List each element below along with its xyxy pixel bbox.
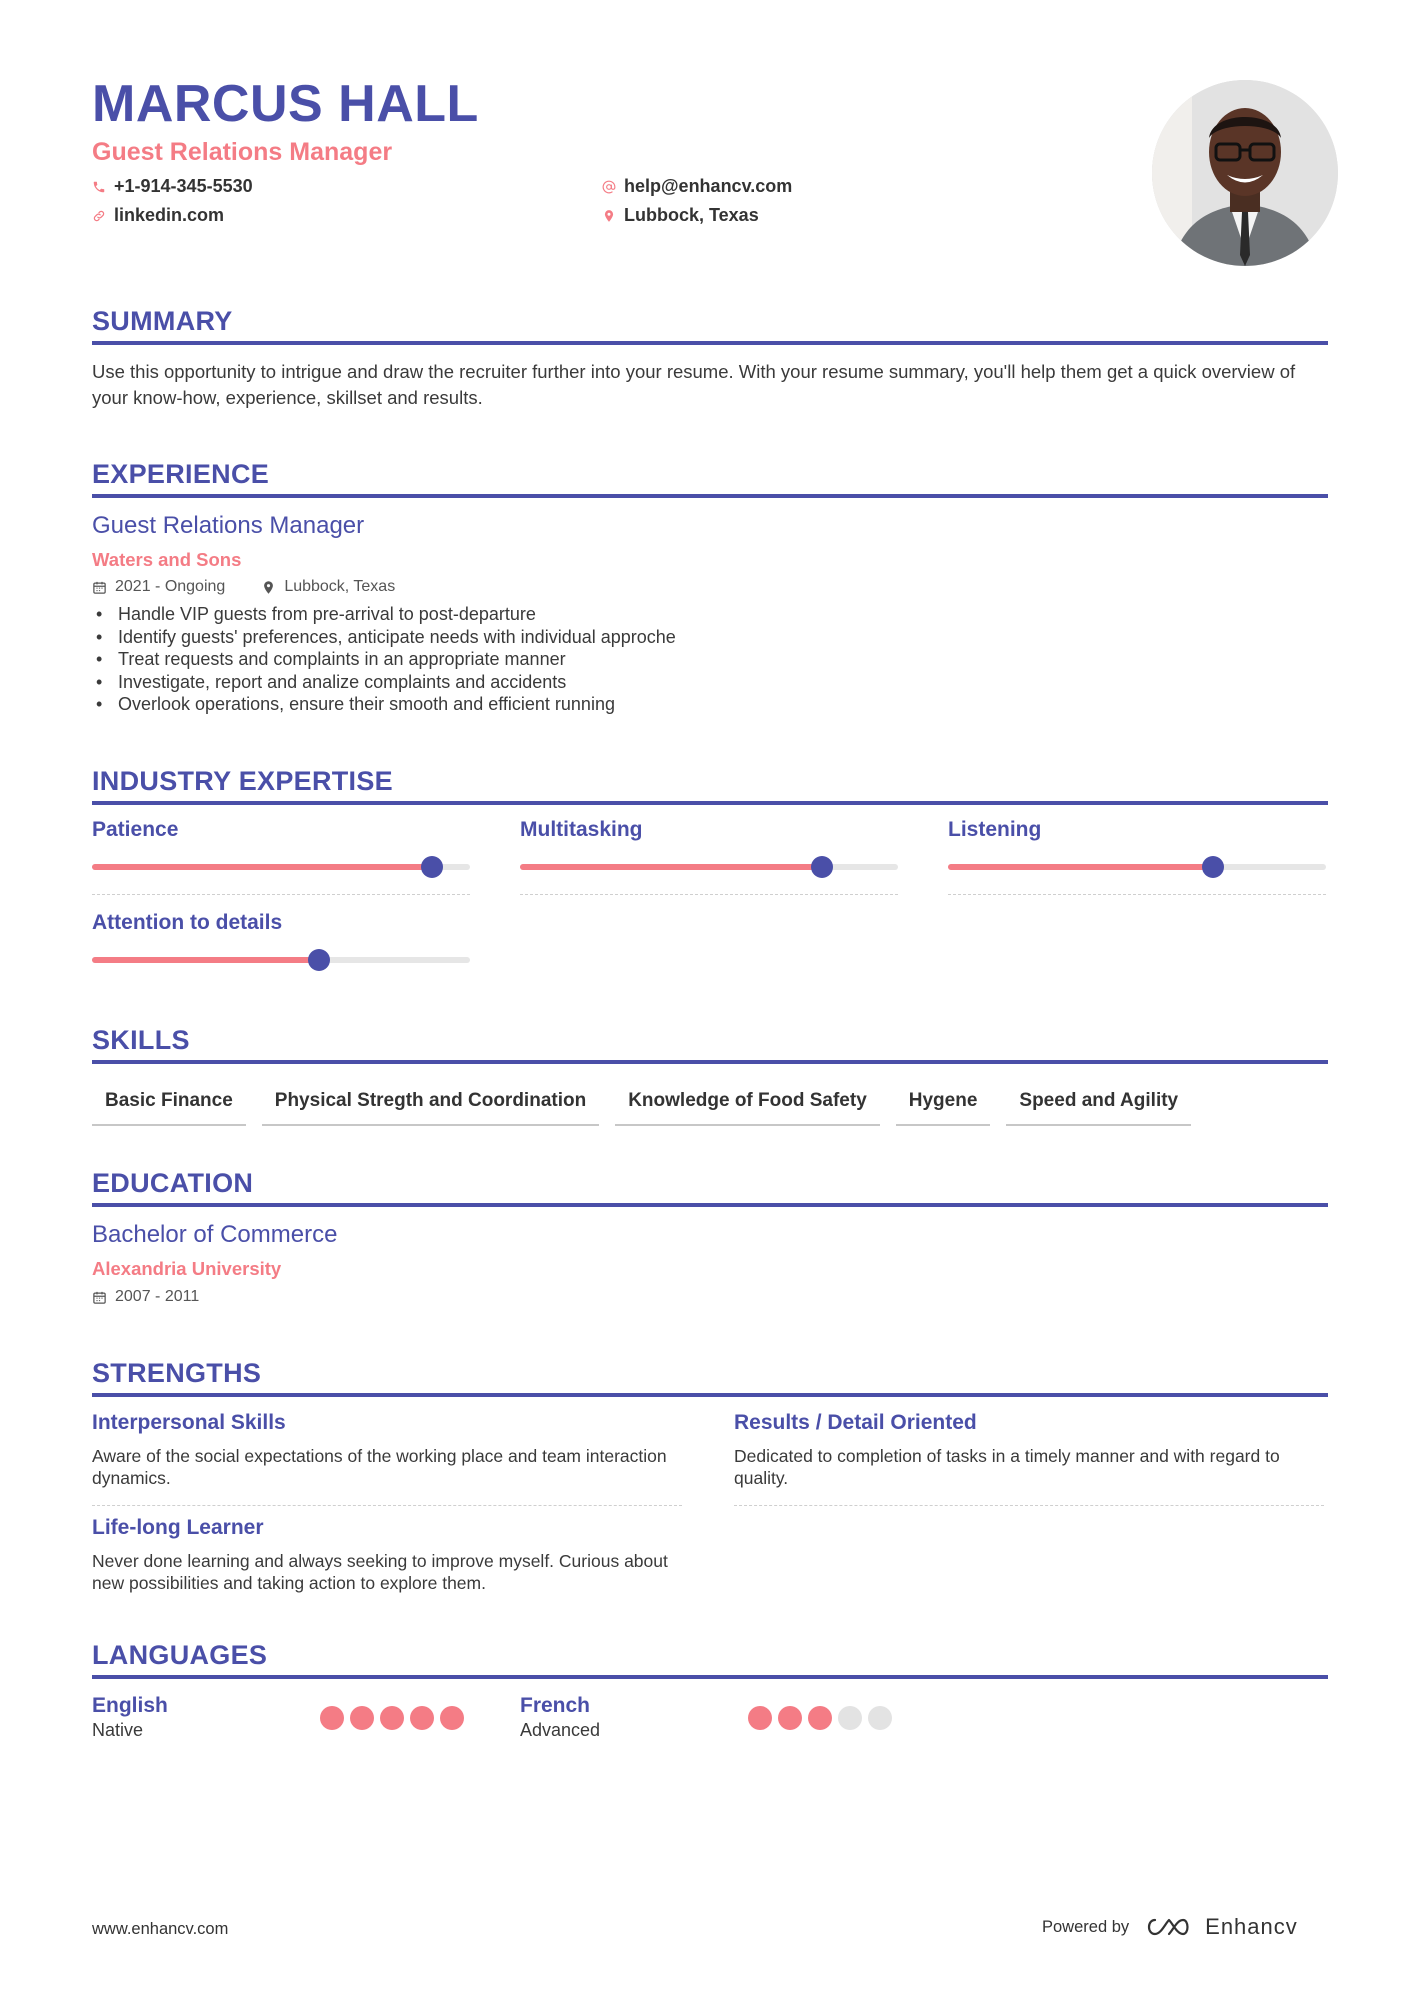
job-bullets (92, 603, 676, 716)
skill-tag: Basic Finance (92, 1084, 246, 1126)
rating-dot (350, 1706, 374, 1730)
rating-dot (778, 1706, 802, 1730)
expertise-knob (811, 856, 833, 878)
brand-name: Enhancv (1205, 1914, 1298, 1939)
expertise-knob (421, 856, 443, 878)
skill-tag: Hygene (896, 1084, 991, 1126)
expertise-item (92, 911, 470, 963)
list-item: • Treat requests and complaints in an appropriate manner (92, 648, 676, 671)
link-contact (92, 205, 224, 226)
expertise-item (520, 818, 898, 895)
list-item: • Identify guests' preferences, anticipate needs with individual approche (92, 626, 676, 649)
divider (92, 1505, 682, 1506)
school-name: Alexandria University (92, 1258, 282, 1279)
rating-dot (380, 1706, 404, 1730)
expertise-heading: INDUSTRY EXPERTISE (92, 766, 1328, 805)
company-name: Waters and Sons (92, 549, 242, 570)
link-icon (92, 209, 106, 223)
education-heading: EDUCATION (92, 1168, 1328, 1207)
divider (520, 894, 898, 895)
summary-text: Use this opportunity to intrigue and draw the recruiter further into your resume. With your resume summary, you'll help them get a quick overview of your know-how, experience, skillset and results. (92, 361, 1296, 408)
expertise-slider (520, 864, 898, 870)
enhancv-logo-icon (1143, 1916, 1191, 1938)
language-item (92, 1694, 168, 1741)
degree-title: Bachelor of Commerce (92, 1221, 338, 1248)
expertise-fill (92, 957, 319, 963)
skill-tag: Physical Stregth and Coordination (262, 1084, 599, 1126)
divider (734, 1505, 1324, 1506)
skills-list (92, 1084, 1191, 1126)
candidate-name: MARCUS HALL (92, 75, 479, 133)
footer-website[interactable]: www.enhancv.com (92, 1920, 229, 1938)
job-location: Lubbock, Texas (284, 578, 396, 595)
list-item: • Handle VIP guests from pre-arrival to post-departure (92, 603, 676, 626)
email-contact (602, 176, 792, 197)
phone-text[interactable]: +1-914-345-5530 (114, 176, 253, 196)
rating-dot (440, 1706, 464, 1730)
location-contact (602, 205, 759, 226)
rating-dot (748, 1706, 772, 1730)
location-pin-icon (261, 580, 276, 595)
list-item: • Overlook operations, ensure their smooth and efficient running (92, 693, 676, 716)
rating-dot (838, 1706, 862, 1730)
rating-dot (808, 1706, 832, 1730)
strength-item (92, 1516, 682, 1594)
language-item (520, 1694, 600, 1741)
language-rating (320, 1706, 464, 1730)
expertise-slider (948, 864, 1326, 870)
list-item: • Investigate, report and analize complaints and accidents (92, 671, 676, 694)
expertise-label: Multitasking (520, 818, 643, 841)
expertise-slider (92, 957, 470, 963)
divider (948, 894, 1326, 895)
expertise-label: Attention to details (92, 911, 283, 934)
rating-dot (410, 1706, 434, 1730)
language-level: Advanced (520, 1720, 601, 1740)
job-title: Guest Relations Manager (92, 512, 365, 539)
link-text[interactable]: linkedin.com (114, 205, 225, 225)
phone-icon (92, 180, 106, 194)
at-icon (602, 180, 616, 194)
location-text: Lubbock, Texas (624, 205, 759, 225)
rating-dot (320, 1706, 344, 1730)
language-name: French (520, 1694, 591, 1717)
strength-item (92, 1411, 682, 1506)
expertise-fill (948, 864, 1213, 870)
expertise-knob (1202, 856, 1224, 878)
divider (92, 894, 470, 895)
strength-desc: Dedicated to completion of tasks in a timely manner and with regard to quality. (734, 1446, 1280, 1488)
expertise-item (92, 818, 470, 895)
strengths-heading: STRENGTHS (92, 1358, 1328, 1397)
education-meta (92, 1288, 199, 1306)
summary-heading: SUMMARY (92, 306, 1328, 345)
language-level: Native (92, 1720, 144, 1740)
strength-title: Interpersonal Skills (92, 1411, 286, 1434)
languages-heading: LANGUAGES (92, 1640, 1328, 1679)
strength-item (734, 1411, 1324, 1506)
job-dates: 2021 - Ongoing (115, 578, 226, 595)
strength-title: Life-long Learner (92, 1516, 264, 1539)
strength-desc: Aware of the social expectations of the working place and team interaction dynamics. (92, 1446, 667, 1488)
expertise-label: Patience (92, 818, 179, 841)
location-pin-icon (602, 209, 616, 223)
expertise-item (948, 818, 1326, 895)
strength-desc: Never done learning and always seeking to improve myself. Curious about new possibilities and taking action to explore them. (92, 1551, 668, 1593)
job-meta (92, 578, 395, 596)
language-name: English (92, 1694, 168, 1717)
footer-brand (1042, 1914, 1298, 1940)
candidate-title: Guest Relations Manager (92, 138, 393, 166)
email-text[interactable]: help@enhancv.com (624, 176, 793, 196)
powered-by-text: Powered by (1042, 1917, 1130, 1936)
expertise-label: Listening (948, 818, 1042, 841)
skill-tag: Knowledge of Food Safety (615, 1084, 880, 1126)
calendar-icon (92, 1290, 107, 1305)
expertise-slider (92, 864, 470, 870)
strength-title: Results / Detail Oriented (734, 1411, 977, 1434)
rating-dot (868, 1706, 892, 1730)
skills-heading: SKILLS (92, 1025, 1328, 1064)
experience-heading: EXPERIENCE (92, 459, 1328, 498)
phone-contact (92, 176, 253, 197)
calendar-icon (92, 580, 107, 595)
resume-page (92, 0, 1328, 1995)
expertise-fill (92, 864, 432, 870)
profile-photo (1152, 80, 1338, 266)
education-dates: 2007 - 2011 (115, 1288, 200, 1305)
expertise-knob (308, 949, 330, 971)
language-rating (748, 1706, 892, 1730)
expertise-fill (520, 864, 822, 870)
skill-tag: Speed and Agility (1006, 1084, 1191, 1126)
